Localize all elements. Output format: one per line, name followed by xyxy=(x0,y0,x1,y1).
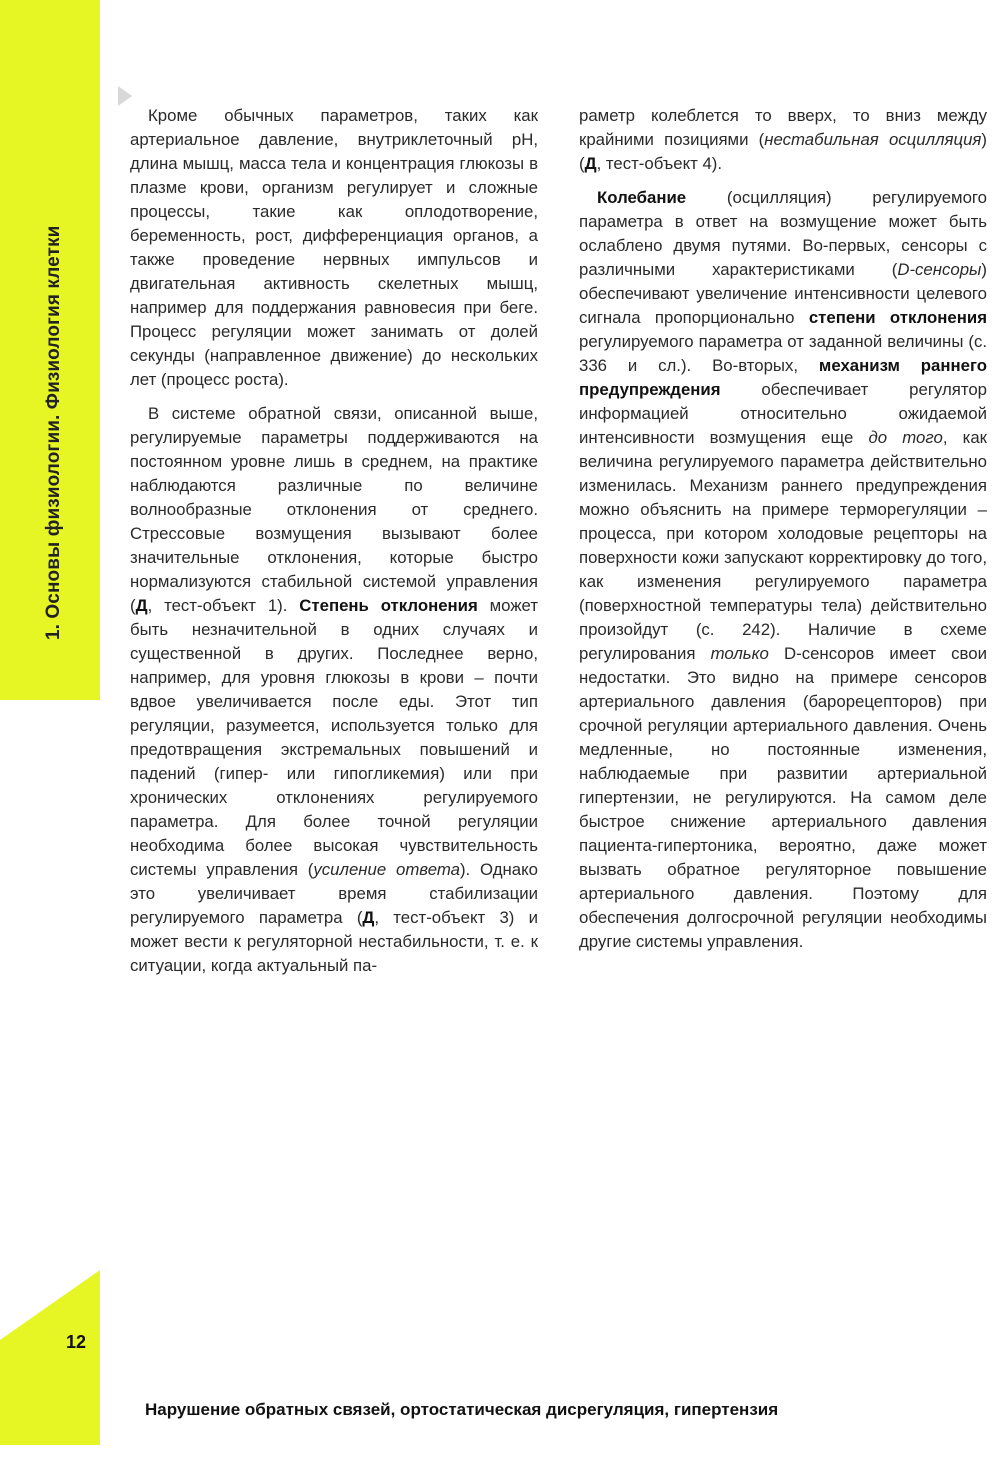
left-p2-text-a: В системе обратной связи, описанной выше, регулируемые параметры поддерживаются на постоянном уровне лишь в среднем, на практике наблюдаются различные по величине волнообразные отклонения от среднего. Стрессовые возмущения вызывают более значительные отклонения, которые быстро нормализуются стабильной системой управления ( xyxy=(130,404,538,615)
figure-ref: Д xyxy=(362,908,375,927)
right-paragraph-2 xyxy=(579,186,987,954)
page-number-band xyxy=(0,1270,100,1445)
left-p2-text-d: ). Однако это увеличивает время стабилизации регулируемого параметра ( xyxy=(130,860,538,927)
right-p2-text-c: регулируемого параметра от заданной величины (с. 336 и сл.). Во-вторых, xyxy=(579,332,987,375)
page-number: 12 xyxy=(66,1332,87,1352)
figure-ref: Д xyxy=(135,596,148,615)
corner-marker-icon xyxy=(118,86,132,106)
term-unstable-oscillation: нестабильная осцилляция xyxy=(764,130,982,149)
term-response-gain: усиление ответа xyxy=(313,860,460,879)
left-column xyxy=(130,104,538,978)
term-only: только xyxy=(710,644,769,663)
term-deviation-degree: Степень отклонения xyxy=(299,596,478,615)
term-oscillation: Колебание xyxy=(597,188,687,207)
right-p1-text-b: ) ( xyxy=(579,130,987,173)
term-d-sensors: D-сенсоры xyxy=(897,260,982,279)
left-paragraph-1 xyxy=(130,104,538,392)
right-p1-text-a: раметр колеблется то вверх, то вниз между крайними позициями ( xyxy=(579,106,987,149)
left-p1-text: Кроме обычных параметров, таких как артериальное давление, внутриклеточный pH, длина мышц, масса тела и концентрация глюкозы в плазме крови, организм регулирует и сложные процессы, такие как оплодотворение, беременность, рост, дифференциация органов, а также проведение нервных импульсов и двигательная активность скелетных мышц, например для поддержания равновесия при беге. Процесс регуляции может занимать от долей секунды (направленное движение) до нескольких лет (процесс роста). xyxy=(130,106,538,389)
right-column xyxy=(579,104,987,954)
right-p2-text-b: ) обеспечивают увеличение интенсивности целевого сигнала пропорционально xyxy=(579,260,987,327)
term-before: до того xyxy=(868,428,943,447)
left-p2-text-e: , тест-объект 3) и может вести к регуляторной нестабильности, т. е. к ситуации, когда актуальный па- xyxy=(130,908,538,975)
chapter-title: 1. Основы физиологии. Физиология клетки xyxy=(43,225,64,640)
figure-ref: Д xyxy=(584,154,597,173)
right-p2-text-d: обеспечивает регулятор информацией относительно ожидаемой интенсивности возмущения еще xyxy=(579,380,987,447)
right-p2-text-a: (осцилляция) регулируемого параметра в ответ на возмущение может быть ослаблено двумя путями. Во-первых, сенсоры с различными характеристиками ( xyxy=(579,188,987,279)
left-p2-text-c: может быть незначительной в одних случаях и существенной в других. Последнее верно, например, для уровня глюкозы в крови – почти вдвое увеличивается после еды. Этот тип регуляции, разумеется, используется только для предотвращения экстремальных повышений и падений (гипер- или гипогликемия) или при хронических отклонениях регулируемого параметра. Для более точной регуляции необходима более высокая чувствительность системы управления ( xyxy=(130,596,538,879)
term-early-warning: механизм раннего предупреждения xyxy=(579,356,987,399)
term-deviation-degree-2: степени отклонения xyxy=(808,308,987,327)
left-paragraph-2 xyxy=(130,402,538,978)
right-paragraph-1 xyxy=(579,104,987,176)
footer-title: Нарушение обратных связей, ортостатическая дисрегуляция, гипертензия xyxy=(145,1400,779,1419)
right-p1-text-c: , тест-объект 4). xyxy=(596,154,723,173)
right-p2-text-f: D-сенсоров имеет свои недостатки. Это видно на примере сенсоров артериального давления (барорецепторов) при срочной регуляции артериального давления. Очень медленные, но постоянные изменения, наблюдаемые при развитии артериальной гипертензии, не регулируются. На самом деле быстрое снижение артериального давления пациента-гипертоника, вероятно, даже может вызвать обратное регуляторное повышение артериального давления. Поэтому для обеспечения долгосрочной регуляции необходимы другие системы управления. xyxy=(579,644,987,951)
right-p2-text-e: , как величина регулируемого параметра действительно изменилась. Механизм раннего предупреждения можно объяснить на примере терморегуляции – процесса, при котором холодовые рецепторы на поверхности кожи запускают корректировку до того, как изменения регулируемого параметра (поверхностной температуры тела) действительно произойдут (с. 242). Наличие в схеме регулирования xyxy=(579,428,987,663)
left-p2-text-b: , тест-объект 1). xyxy=(147,596,300,615)
